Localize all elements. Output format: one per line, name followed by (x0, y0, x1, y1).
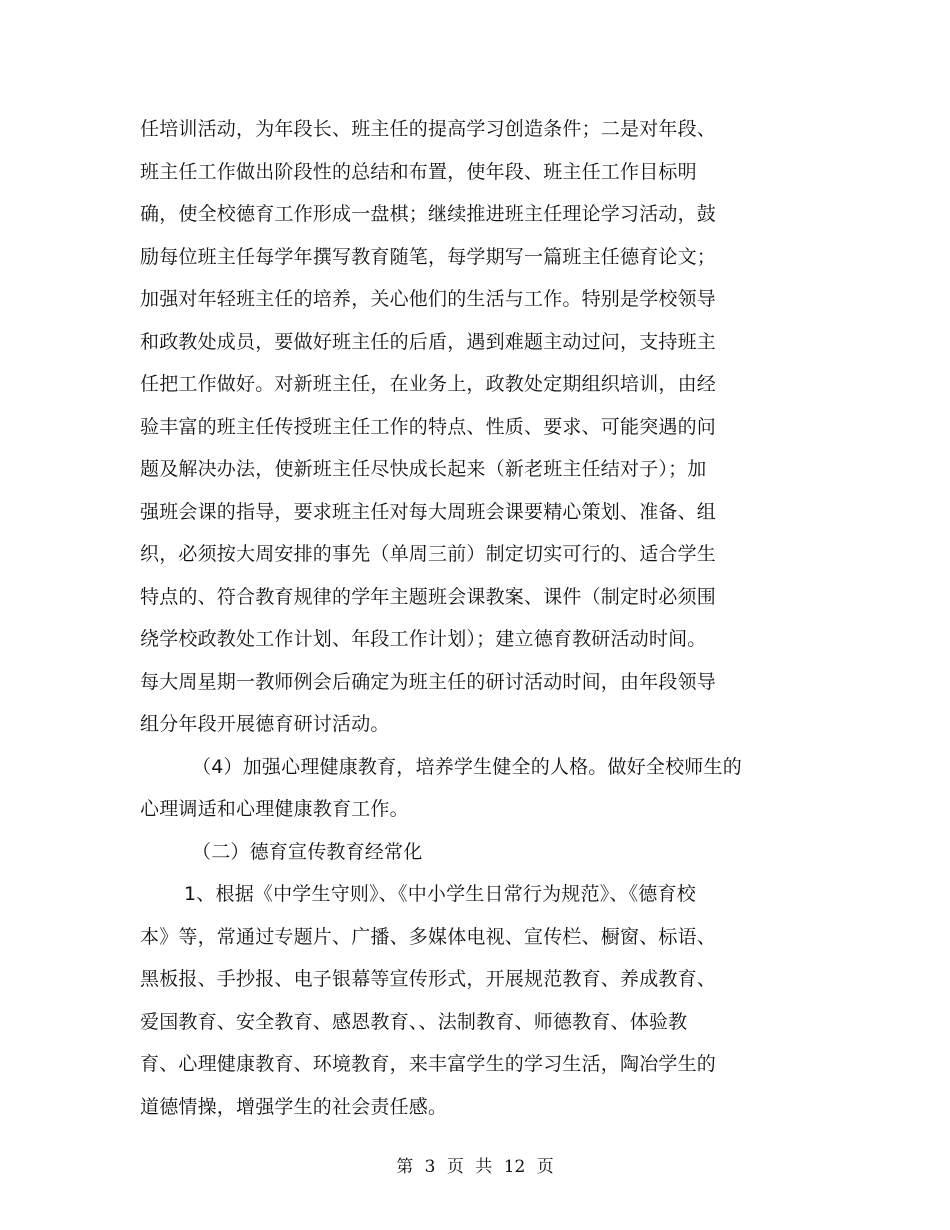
text-line: 特点的、符合教育规律的学年主题班会课教案、课件（制定时必须围 (140, 585, 717, 608)
text-line: 题及解决办法，使新班主任尽快成长起来（新老班主任结对子）；加 (140, 458, 707, 480)
text-line: 验丰富的班主任传授班主任工作的特点、性质、要求、可能突遇的问 (140, 415, 717, 438)
text-line: 绕学校政教处工作计划、年段工作计划）；建立德育教研活动时间。 (140, 628, 707, 650)
text-line: 任培训活动，为年段长、班主任的提高学习创造条件；二是对年段、 (140, 118, 717, 140)
text-line: 爱国教育、安全教育、感恩教育、、法制教育、师德教育、体验教 (140, 1010, 688, 1033)
text-line: 织，必须按大周安排的事先（单周三前）制定切实可行的、适合学生 (140, 543, 717, 565)
text-line: 黑板报、手抄报、电子银幕等宣传形式，开展规范教育、养成教育、 (140, 968, 717, 990)
text-line: 和政教处成员，要做好班主任的后盾，遇到难题主动过问，支持班主 (140, 330, 717, 353)
text-line: 加强对年轻班主任的培养，关心他们的生活与工作。特别是学校领导 (140, 288, 717, 310)
page-number-footer: 第 3 页 共 12 页 (396, 1157, 554, 1177)
text-line: 道德情操，增强学生的社会责任感。 (140, 1095, 448, 1118)
section-heading: （二）德育宣传教育经常化 (192, 840, 423, 863)
text-line: 本》等，常通过专题片、广播、多媒体电视、宣传栏、橱窗、标语、 (140, 925, 717, 948)
text-line: 心理调适和心理健康教育工作。 (140, 798, 409, 820)
text-line: 组分年段开展德育研讨活动。 (140, 713, 390, 735)
paragraph-heading: （4）加强心理健康教育，培养学生健全的人格。做好全校师生的 (192, 755, 742, 778)
text-line: 育、心理健康教育、环境教育，来丰富学生的学习生活，陶冶学生的 (140, 1053, 717, 1075)
text-line: 任把工作做好。对新班主任，在业务上，政教处定期组织培训，由经 (140, 373, 717, 395)
text-line: 每大周星期一教师例会后确定为班主任的研讨活动时间，由年段领导 (140, 670, 717, 693)
body-text (140, 108, 790, 1128)
text-line: 确，使全校德育工作形成一盘棋；继续推进班主任理论学习活动，鼓 (140, 203, 717, 225)
text-line: 班主任工作做出阶段性的总结和布置，使年段、班主任工作目标明 (140, 160, 697, 183)
text-line: 励每位班主任每学年撰写教育随笔，每学期写一篇班主任德育论文； (140, 245, 717, 268)
text-line: 强班会课的指导，要求班主任对每大周班会课要精心策划、准备、组 (140, 500, 717, 523)
paragraph-heading: 1、根据《中学生守则》、《中小学生日常行为规范》、《德育校 (184, 883, 696, 905)
